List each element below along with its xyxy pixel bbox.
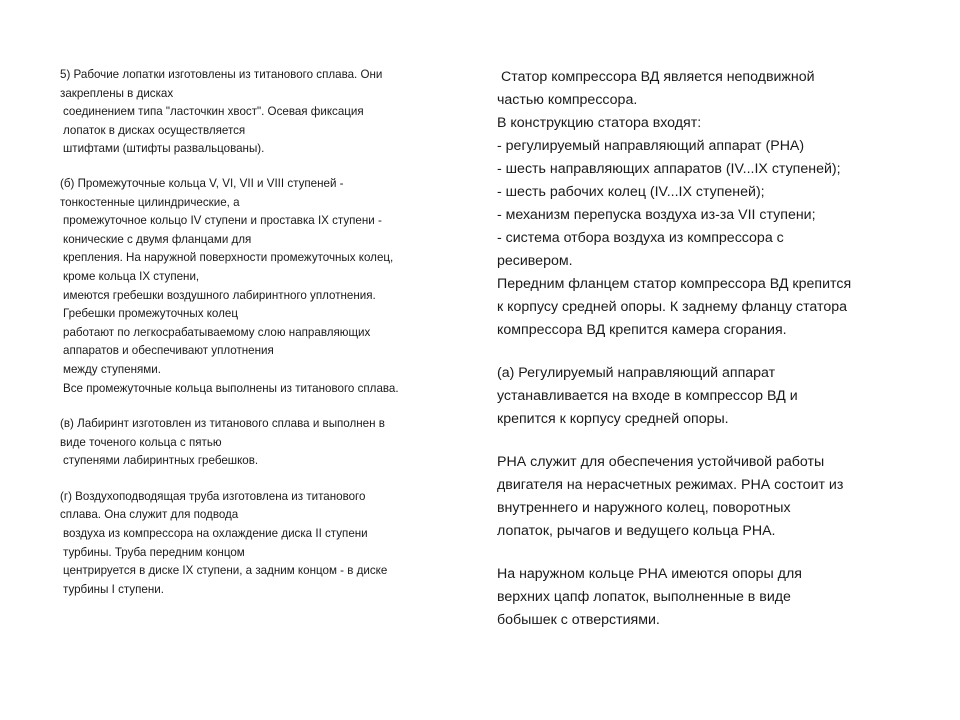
text-line: - шесть направляющих аппаратов (IV...IX ступеней); [497,161,841,177]
left-text-column [60,66,470,599]
text-line: между ступенями. [63,362,161,376]
text-line: 5) Рабочие лопатки изготовлены из титанового сплава. Они [60,68,383,81]
right-paragraph-rna-purpose [497,451,917,543]
text-line: частью компрессора. [497,92,638,108]
text-line: ступенями лабиринтных гребешков. [63,454,259,468]
text-line: лопаток в дисках осуществляется [63,123,246,137]
text-line: - система отбора воздуха из компрессора с [497,230,784,246]
left-paragraph-air-pipe [60,488,470,600]
text-line: (в) Лабиринт изготовлен из титанового сплава и выполнен в [60,417,385,431]
text-line: ресивером. [497,253,573,269]
text-line: работают по легкосрабатываемому слою направляющих [63,325,371,339]
text-line: - шесть рабочих колец (IV...IX ступеней); [497,184,765,200]
right-text-column [497,66,917,632]
right-paragraph-rna [497,362,917,431]
text-line: имеются гребешки воздушного лабиринтного уплотнения. [63,288,376,302]
text-line: двигателя на нерасчетных режимах. РНА состоит из [497,477,844,493]
text-line: виде точеного кольца с пятью [60,435,222,449]
text-line: (г) Воздухоподводящая труба изготовлена из титанового [60,489,366,503]
text-line: аппаратов и обеспечивают уплотнения [63,344,274,358]
text-line: тонкостенные цилиндрические, а [60,195,240,209]
text-line: Все промежуточные кольца выполнены из титанового сплава. [63,381,399,395]
left-paragraph-labyrinth [60,415,470,471]
text-line: (б) Промежуточные кольца V, VI, VII и VIII ступеней - [60,176,344,190]
text-line: кроме кольца IX ступени, [63,269,200,283]
text-line: РНА служит для обеспечения устойчивой работы [497,454,825,470]
right-paragraph-outer-ring [497,563,917,632]
text-line: центрируется в диске IX ступени, а задним концом - в диске [63,564,388,578]
text-line: закреплены в дисках [60,86,174,100]
text-line: (а) Регулируемый направляющий аппарат [497,365,776,381]
text-line: соединением типа "ласточкин хвост". Осевая фиксация [63,105,364,119]
left-paragraph-blades [60,66,470,159]
left-paragraph-rings [60,175,470,398]
text-line: крепления. На наружной поверхности промежуточных колец, [63,251,394,265]
text-line: лопаток, рычагов и ведущего кольца РНА. [497,523,776,539]
text-line: турбины. Труба передним концом [63,545,245,559]
text-line: конические с двумя фланцами для [63,232,252,246]
text-line: верхних цапф лопаток, выполненные в виде [497,589,791,605]
text-line: турбины I ступени. [63,582,164,596]
text-line: На наружном кольце РНА имеются опоры для [497,566,802,582]
text-line: бобышек с отверстиями. [497,612,660,628]
text-line: штифтами (штифты развальцованы). [63,142,265,156]
text-line: В конструкцию статора входят: [497,115,702,131]
text-line: сплава. Она служит для подвода [60,508,239,522]
text-line: к корпусу средней опоры. К заднему фланцу статора [497,299,848,315]
right-paragraph-stator [497,66,917,342]
text-line: Передним фланцем статор компрессора ВД крепится [497,276,852,292]
text-line: внутреннего и наружного колец, поворотных [497,500,791,516]
text-line: компрессора ВД крепится камера сгорания. [497,322,787,338]
text-line: воздуха из компрессора на охлаждение диска II ступени [63,527,368,541]
text-line: - механизм перепуска воздуха из-за VII ступени; [497,207,816,223]
text-line: устанавливается на входе в компрессор ВД и [497,388,798,404]
text-line: - регулируемый направляющий аппарат (РНА) [497,138,805,154]
text-line: Статор компрессора ВД является неподвижной [501,69,815,85]
text-line: крепится к корпусу средней опоры. [497,411,729,427]
text-line: промежуточное кольцо IV ступени и проставка IX ступени - [63,214,382,228]
text-line: Гребешки промежуточных колец [63,307,238,321]
